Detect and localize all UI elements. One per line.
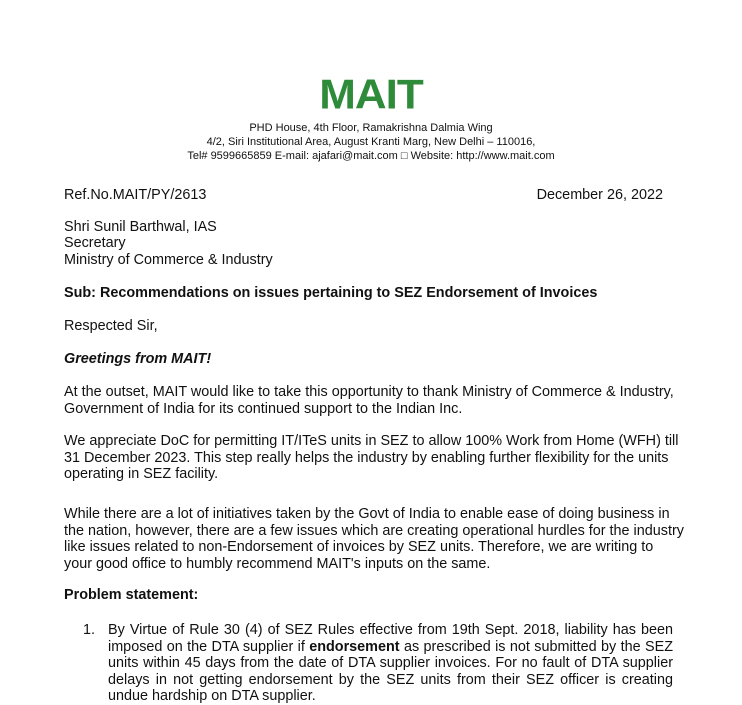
list-item-text-before: By Virtue of Rule 30 (4) of SEZ Rules effective from 19th Sept. 2018, liability has been imposed on the DTA supplier if: [108, 622, 673, 655]
paragraph-issues: While there are a lot of initiatives taken by the Govt of India to enable ease of doing business in the nation, however, there are a few issues which are creating operational hurdles for the industry like issues related to non-Endorsement of invoices by SEZ units. Therefore, we are writing to your good office to humbly recommend MAIT's inputs on the same.: [64, 506, 684, 572]
list-item-number: 1.: [83, 622, 96, 638]
list-item-text-after: as prescribed is not submitted by the SEZ units within 45 days from the date of DTA supplier invoices. For no fault of DTA supplier delays in not getting endorsement by the SEZ units from their SEZ officer is creating undue hardship on DTA supplier.: [108, 638, 673, 704]
letter-date: December 26, 2022: [536, 187, 663, 203]
salutation: Respected Sir,: [64, 318, 158, 334]
recipient-org: Ministry of Commerce & Industry: [64, 252, 273, 268]
contact-line: Tel# 9599665859 E-mail: ajafari@mait.com □ Website: http://www.mait.com: [187, 150, 555, 162]
subject-line: Sub: Recommendations on issues pertaining to SEZ Endorsement of Invoices: [64, 285, 598, 301]
list-item-text: [108, 622, 673, 705]
recipient-title: Secretary: [64, 235, 126, 251]
paragraph-intro: At the outset, MAIT would like to take this opportunity to thank Ministry of Commerce & Industry, Government of India for its continued support to the Indian Inc.: [64, 384, 674, 417]
greeting: Greetings from MAIT!: [64, 351, 212, 367]
recipient-name: Shri Sunil Barthwal, IAS: [64, 219, 217, 235]
address-line-2: 4/2, Siri Institutional Area, August Kranti Marg, New Delhi – 110016,: [206, 136, 536, 148]
mait-logo: [0, 72, 742, 118]
list-item-text-bold: endorsement: [309, 638, 400, 655]
logo-text: MAIT: [319, 71, 423, 118]
paragraph-wfh: We appreciate DoC for permitting IT/ITeS units in SEZ to allow 100% Work from Home (WFH) till 31 December 2023. This step really helps the industry by enabling further flexibility for the units operating in SEZ facility.: [64, 433, 679, 482]
problem-heading: Problem statement:: [64, 587, 199, 603]
address-line-1: PHD House, 4th Floor, Ramakrishna Dalmia Wing: [249, 122, 493, 134]
reference-number: Ref.No.MAIT/PY/2613: [64, 187, 207, 203]
